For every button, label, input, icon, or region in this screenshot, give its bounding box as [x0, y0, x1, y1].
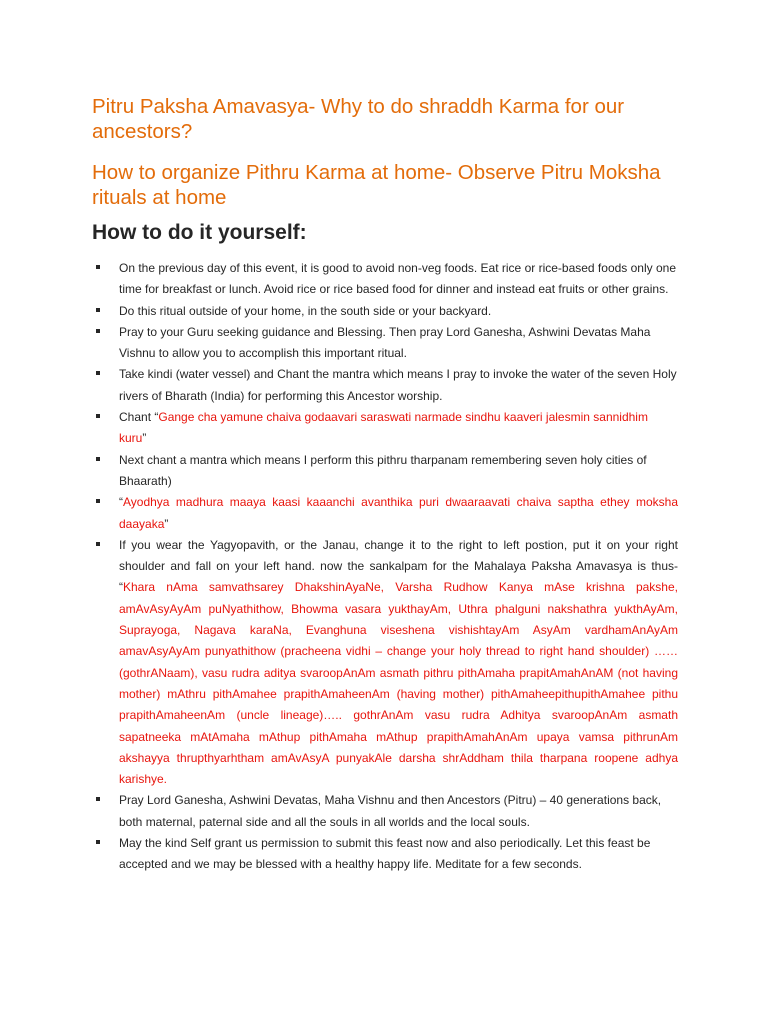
- step-text: If you wear the Yagyopavith, or the Janau, change it to the right to left postion, put it on your right shoulder and fall on your left hand. now the sankalpam for the Mahalaya Paksha Amavasya is thus- “: [119, 537, 678, 595]
- step-text: May the kind Self grant us permission to submit this feast now and also periodically. Let this feast be accepted and we may be blessed with a healthy happy life. Meditate for a few seconds.: [119, 836, 651, 872]
- page-title: Pitru Paksha Amavasya- Why to do shraddh Karma for our ancestors?: [92, 95, 625, 143]
- step-text-suffix: ”: [142, 431, 147, 446]
- bullet-icon: [96, 797, 100, 801]
- list-item: [0, 833, 678, 876]
- list-item: [0, 790, 678, 833]
- bullet-icon: [96, 499, 100, 503]
- bullet-icon: [96, 308, 100, 312]
- list-item: [0, 535, 678, 791]
- step-text: On the previous day of this event, it is good to avoid non-veg foods. Eat rice or rice-based foods only one time for breakfast or lunch. Avoid rice or rice based food for dinner and instead eat fruits or other grains.: [119, 261, 676, 297]
- bullet-icon: [96, 329, 100, 333]
- list-item: [0, 407, 678, 450]
- list-item: [0, 258, 678, 301]
- list-item: [0, 301, 678, 322]
- subsection-heading: How to do it yourself:: [92, 221, 307, 244]
- mantra-text: Ayodhya madhura maaya kaasi kaaanchi avanthika puri dwaaraavati chaiva saptha ethey moksha daayaka: [119, 495, 678, 531]
- step-text: Take kindi (water vessel) and Chant the mantra which means I pray to invoke the water of the seven Holy rivers of Bharath (India) for performing this Ancestor worship.: [119, 367, 677, 403]
- step-text-suffix: ”: [164, 516, 169, 531]
- bullet-icon: [96, 371, 100, 375]
- bullet-icon: [96, 457, 100, 461]
- steps-list: [0, 258, 768, 876]
- sankalpam-mantra-text: Khara nAma samvathsarey DhakshinAyaNe, Varsha Rudhow Kanya mAse krishna pakshe, amAvAsyAyAm puNyathithow, Bhowma vasara yukthayAm, Uthra phalguni nakshathra yukthAyAm, Suprayoga, Nagava karaNa, Evanghuna viseshena vishishtayAm AsyAm vardhamAnAyAm amavAsyAyAm punyathithow (pracheena vidhi – change your holy thread to right hand shoulder) ……(gothrANaam), vasu rudra aditya svaroopAnAm asmath pithru pithAmaha prapitAmahAnAM (not having mother) mAthru pithAmahee prapithAmaheenAm (having mother) pithAmaheepithupithAmahee pithu prapithAmaheenAm (uncle lineage)….. gothrAnAm vasu rudra Adhitya svaroopAnAm asmath sapatneeka mAtAmaha mAthup pithAmaha mAthup prapithAmahAnAm upaya vamsa pithrunAm akshayya thrupthyarhtham amAvAsyA punyakAle darsha shrAddham thila tharpana roopene adhya karishye.: [119, 580, 678, 787]
- list-item: [0, 450, 678, 493]
- step-text-prefix: “: [119, 495, 123, 510]
- step-text: Pray Lord Ganesha, Ashwini Devatas, Maha Vishnu and then Ancestors (Pitru) – 40 generations back, both maternal, paternal side and all the souls in all worlds and the local souls.: [119, 793, 662, 829]
- list-item: [0, 322, 678, 365]
- step-text: Next chant a mantra which means I perform this pithru tharpanam remembering seven holy cities of Bhaarath): [119, 452, 647, 488]
- section-title: How to organize Pithru Karma at home- Observe Pitru Moksha rituals at home: [92, 161, 661, 209]
- bullet-icon: [96, 265, 100, 269]
- mantra-text: Gange cha yamune chaiva godaavari saraswati narmade sindhu kaaveri jalesmin sannidhim kuru: [119, 410, 648, 446]
- list-item: [0, 492, 678, 535]
- bullet-icon: [96, 414, 100, 418]
- step-text: Pray to your Guru seeking guidance and Blessing. Then pray Lord Ganesha, Ashwini Devatas Maha Vishnu to allow you to accomplish this important ritual.: [119, 324, 651, 361]
- list-item: [0, 364, 678, 407]
- bullet-icon: [96, 840, 100, 844]
- step-text-prefix: Chant “: [119, 410, 159, 425]
- step-text: Do this ritual outside of your home, in the south side or your backyard.: [119, 303, 492, 318]
- bullet-icon: [96, 542, 100, 546]
